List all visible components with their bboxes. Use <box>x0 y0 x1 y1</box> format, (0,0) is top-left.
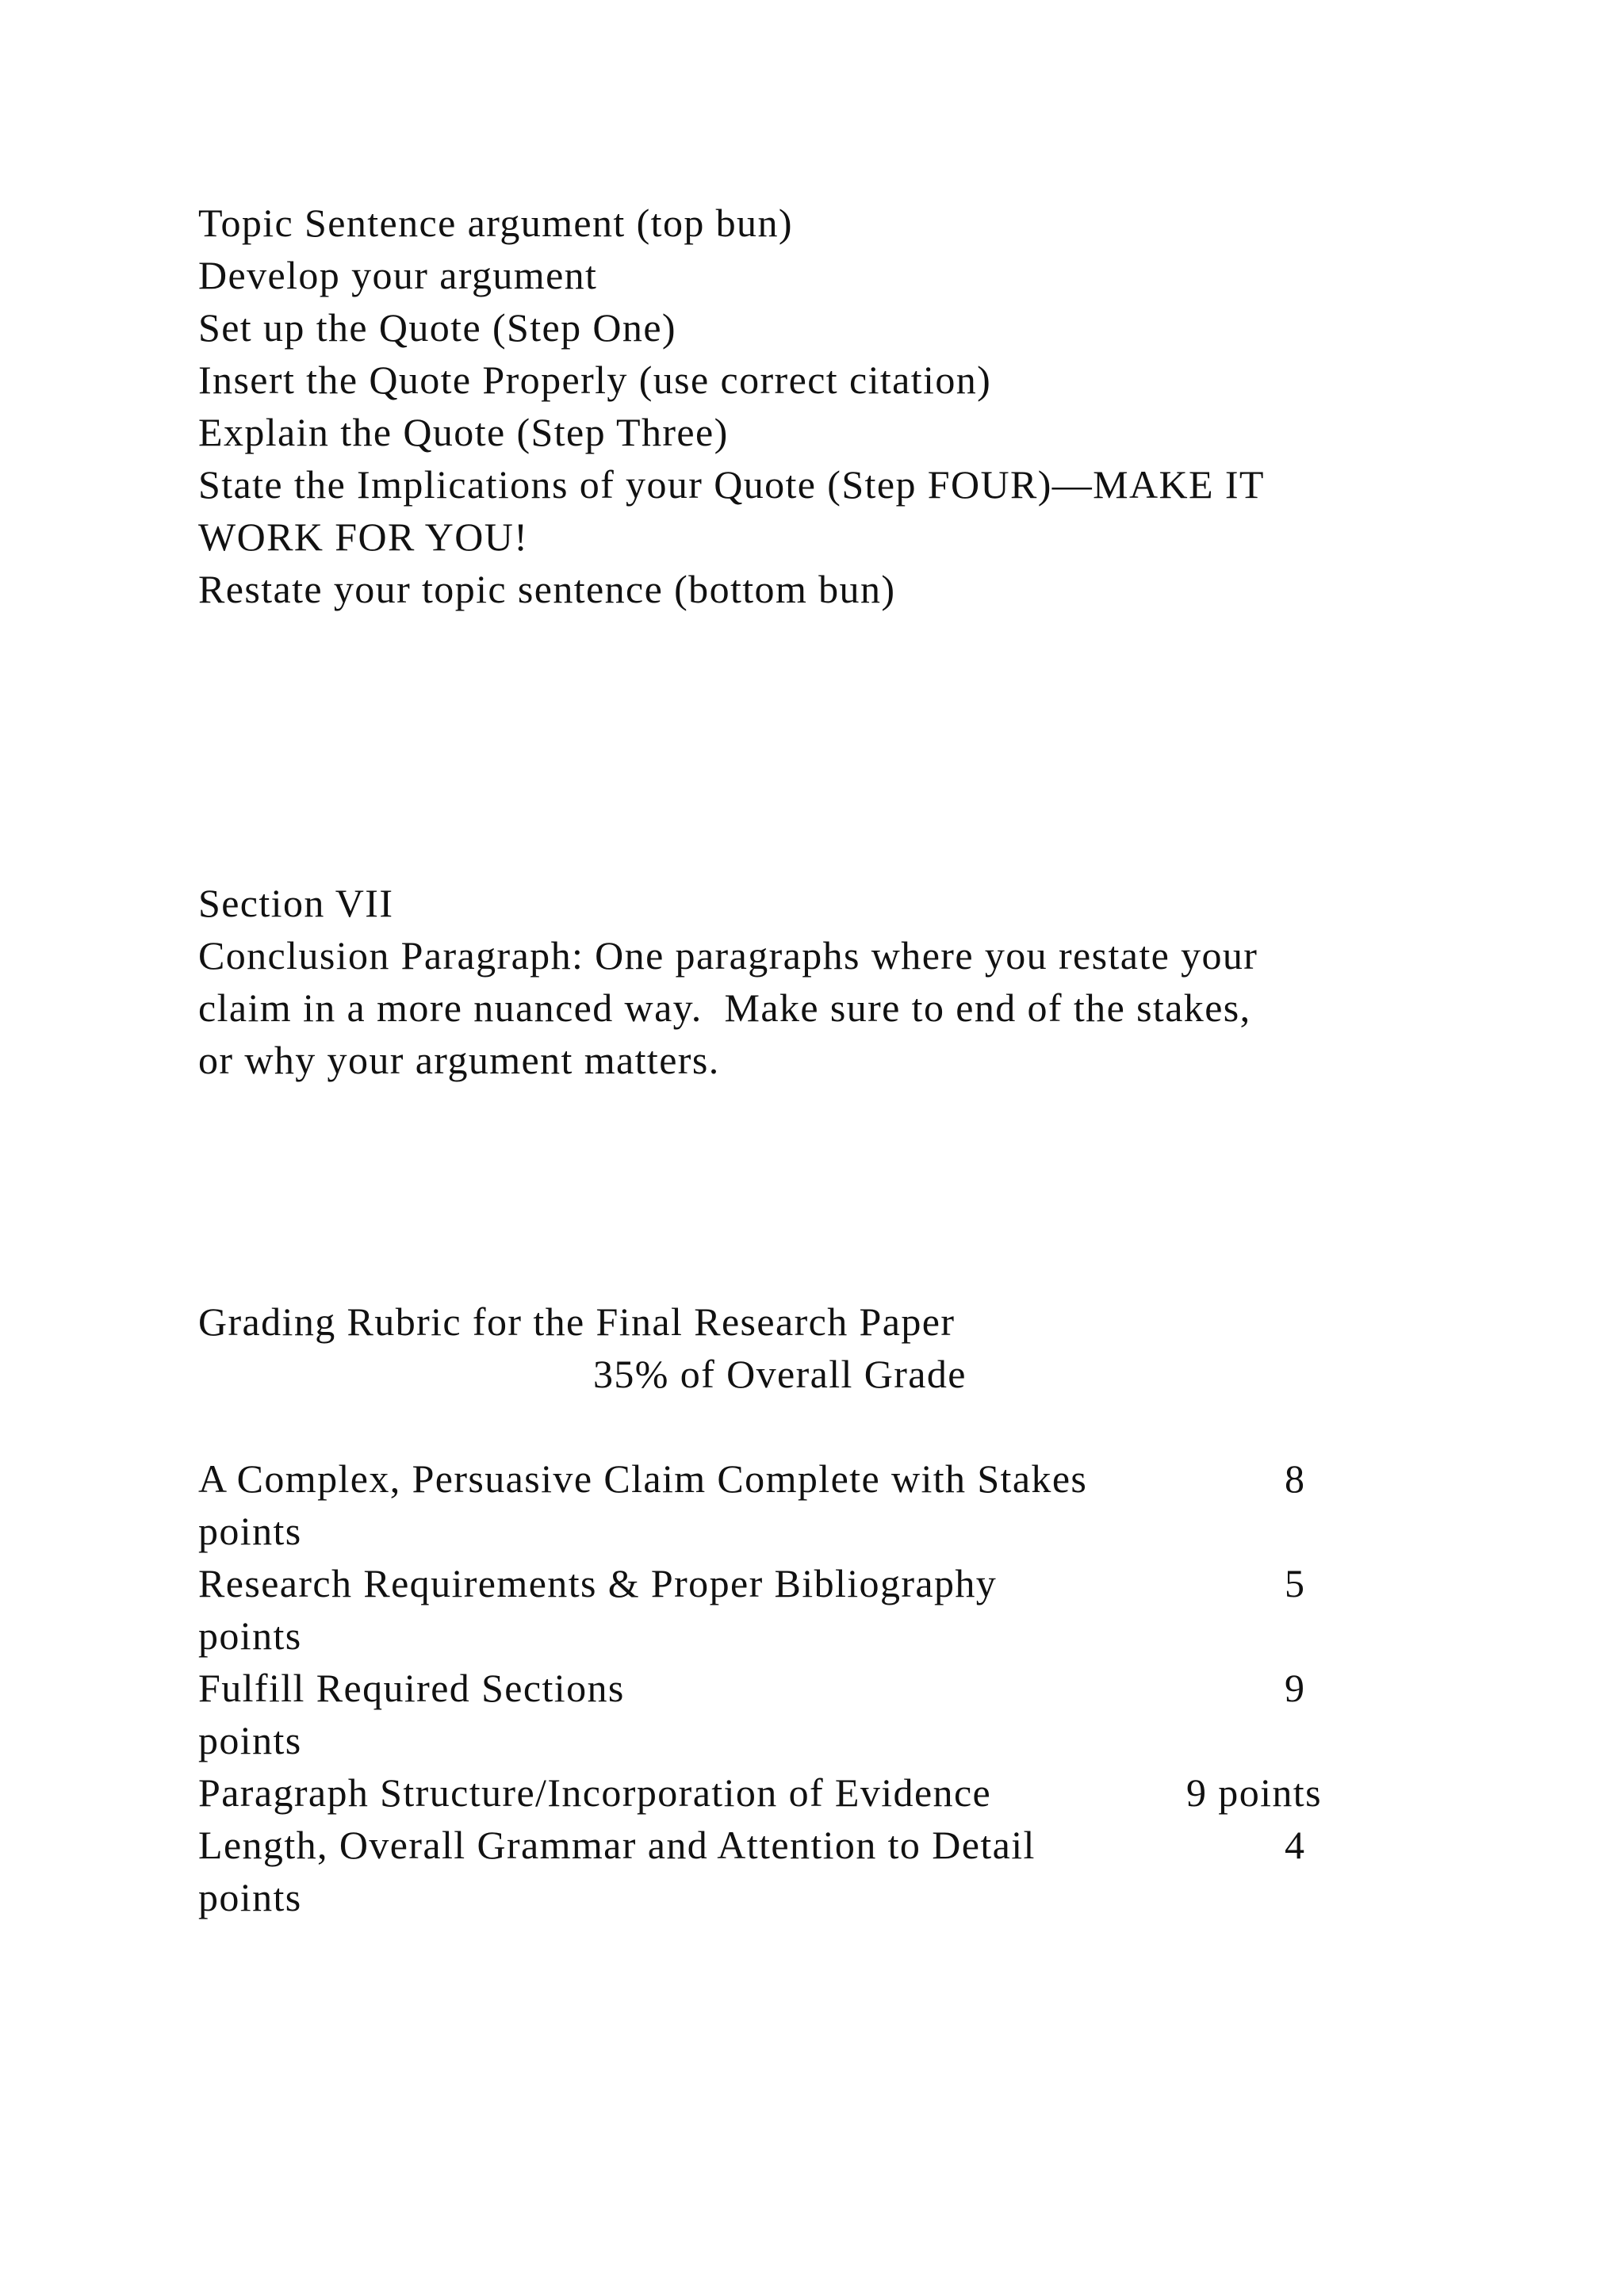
outline-line-explain-quote: Explain the Quote (Step Three) <box>198 410 729 454</box>
outline-line-work-for-you: WORK FOR YOU! <box>198 515 529 559</box>
rubric-item-points: 8 <box>1285 1456 1306 1501</box>
rubric-item-points: 4 <box>1285 1823 1306 1867</box>
rubric-item-points: 9 <box>1285 1666 1306 1710</box>
outline-line-develop-argument: Develop your argument <box>198 253 598 297</box>
rubric-item-criterion: Research Requirements & Proper Bibliography <box>198 1561 998 1605</box>
rubric-item-points: 5 <box>1285 1561 1306 1605</box>
section-vii-heading: Section VII <box>198 881 394 925</box>
rubric-subtitle: 35% of Overall Grade <box>593 1352 967 1396</box>
outline-line-restate-topic: Restate your topic sentence (bottom bun) <box>198 567 896 611</box>
section-vii-text-line: or why your argument matters. <box>198 1038 720 1082</box>
section-vii-text-line: claim in a more nuanced way. Make sure to end of the stakes, <box>198 985 1251 1030</box>
rubric-title: Grading Rubric for the Final Research Paper <box>198 1299 956 1344</box>
rubric-item-criterion: Paragraph Structure/Incorporation of Evidence <box>198 1770 992 1815</box>
rubric-item-unit: points <box>198 1718 302 1762</box>
outline-line-set-up-quote: Set up the Quote (Step One) <box>198 305 676 350</box>
rubric-item-unit: points <box>198 1509 302 1553</box>
rubric-item-points: 9 points <box>1186 1770 1322 1815</box>
outline-line-topic-sentence: Topic Sentence argument (top bun) <box>198 201 793 245</box>
outline-line-insert-quote: Insert the Quote Properly (use correct citation) <box>198 358 992 402</box>
rubric-item-unit: points <box>198 1875 302 1919</box>
rubric-item-criterion: A Complex, Persuasive Claim Complete with Stakes <box>198 1456 1088 1501</box>
rubric-item-unit: points <box>198 1613 302 1658</box>
rubric-item-criterion: Fulfill Required Sections <box>198 1666 625 1710</box>
section-vii-text-line: Conclusion Paragraph: One paragraphs where you restate your <box>198 933 1258 978</box>
rubric-item-criterion: Length, Overall Grammar and Attention to Detail <box>198 1823 1036 1867</box>
outline-line-implications: State the Implications of your Quote (Step FOUR)—MAKE IT <box>198 462 1265 507</box>
